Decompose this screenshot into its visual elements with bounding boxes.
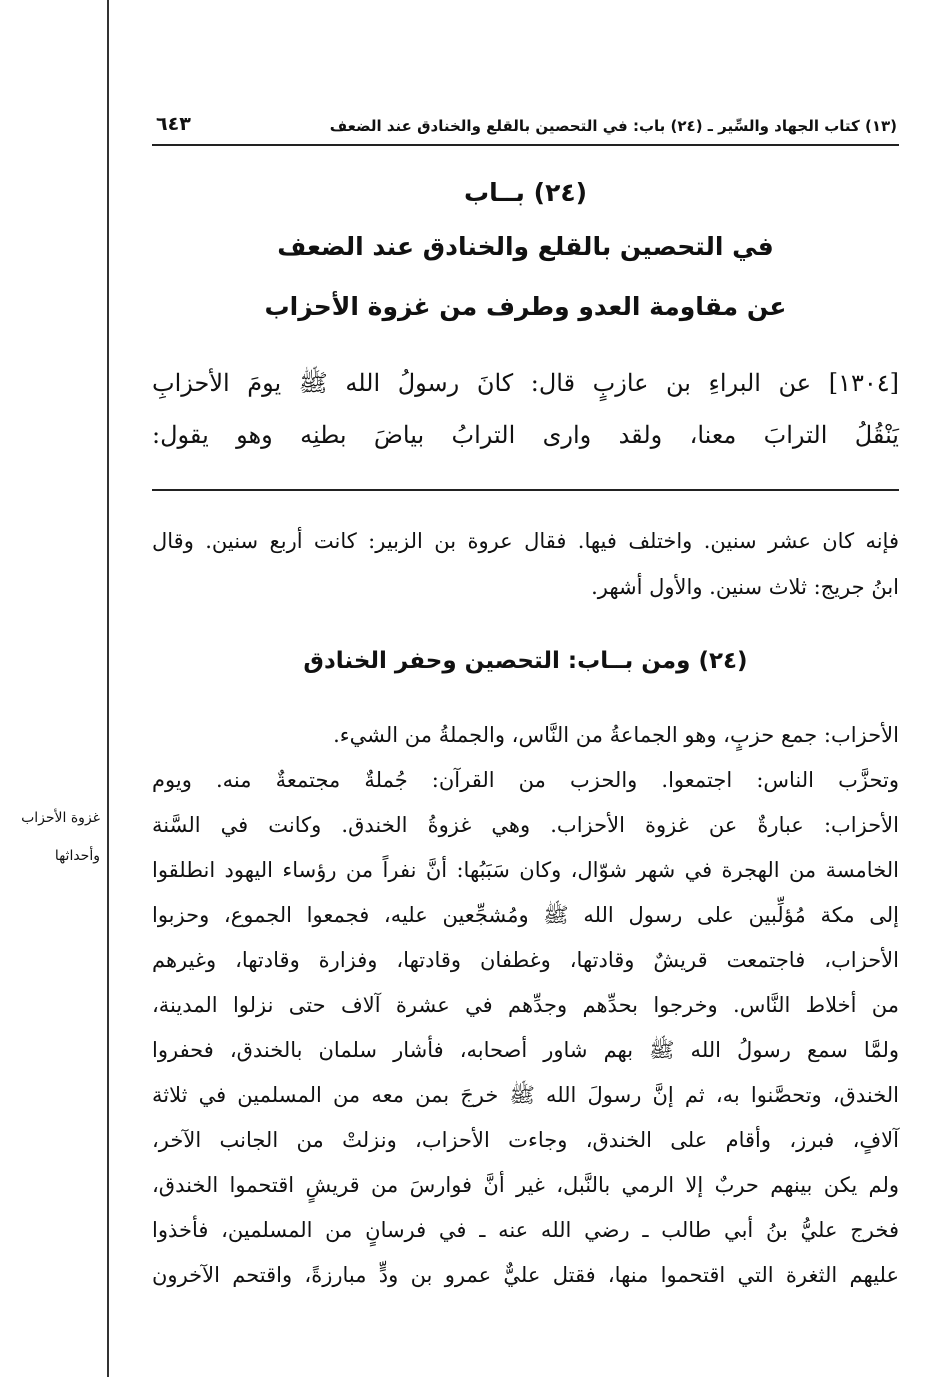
header-rule (152, 144, 899, 146)
commentary-line: من أخلاط النَّاس. وخرجوا بحدِّهم وجدِّهم في عشرة آلاف حتى نزلوا المدينة، (152, 993, 899, 1017)
commentary-line: ولم يكن بينهم حربٌ إلا الرمي بالنَّبل، غير أنَّ فوارسَ من قريشٍ اقتحموا الخندق، (152, 1173, 899, 1197)
commentary-line: عليهم الثغرة التي اقتحموا منها، فقتل عليٌّ عمرو بن ودٍّ مبارزةً، واقتحم الآخرون (152, 1263, 899, 1287)
commentary-line: فإنه كان عشر سنين. واختلف فيها. فقال عروة بن الزبير: كانت أربع سنين. وقال (152, 529, 899, 553)
commentary-line: آلافٍ، فبرز، وأقام على الخندق، وجاءت الأحزاب، ونزلتْ من الجانب الآخر، (152, 1128, 899, 1152)
section-heading: (٢٤) ومن بــاب: التحصين وحفر الخنادق (303, 648, 748, 674)
commentary-line: الخامسة من الهجرة في شهر شوّال، وكان سَبَبُها: أنَّ نفراً من رؤساء اليهود انطلقوا (152, 858, 899, 882)
hadith-text-line: يَنْقُلُ الترابَ معنا، ولقد وارى الترابُ بياضَ بطنِه وهو يقول: (152, 421, 899, 449)
margin-rule (107, 0, 109, 1377)
chapter-number-heading: (٢٤) بــاب (463, 178, 588, 207)
commentary-line: إلى مكة مُؤلِّبين على رسول الله ﷺ ومُشجِّعين عليه، فجمعوا الجموع، وحزبوا (152, 903, 899, 927)
running-title: (١٣) كتاب الجهاد والسِّير ـ (٢٤) باب: في التحصين بالقلع والخنادق عند الضعف (329, 117, 897, 135)
commentary-line: الخندق، وتحصَّنوا به، ثم إنَّ رسولَ الله ﷺ خرجَ بمن معه من المسلمين في ثلاثة (152, 1083, 899, 1107)
hadith-text-line: [١٣٠٤] عن البراءِ بن عازبٍ قال: كانَ رسولُ الله ﷺ يومَ الأحزابِ (152, 369, 899, 397)
chapter-title-line-2: عن مقاومة العدو وطرف من غزوة الأحزاب (264, 292, 787, 321)
chapter-title-line-1: في التحصين بالقلع والخنادق عند الضعف (277, 232, 774, 261)
commentary-line: وتحزَّب الناس: اجتمعوا. والحزب من القرآن: جُملةٌ مجتمعةٌ منه. ويوم (152, 768, 899, 792)
margin-note-line: وأحداثها (54, 848, 100, 864)
commentary-line: فخرج عليُّ بنُ أبي طالب ـ رضي الله عنه ـ في فرسانٍ من المسلمين، فأخذوا (152, 1218, 899, 1242)
page-number: ٦٤٣ (156, 113, 191, 135)
page-header (152, 113, 897, 145)
margin-note-line: غزوة الأحزاب (21, 810, 100, 826)
footnote-divider (152, 489, 899, 491)
commentary-line: الأحزاب: جمع حزبٍ، وهو الجماعةُ من النَّاس، والجملةُ من الشيء. (333, 723, 899, 747)
commentary-line: الأحزاب: عبارةٌ عن غزوة الأحزاب. وهي غزوةُ الخندق. وكانت في السَّنة (152, 813, 899, 837)
commentary-line: الأحزاب، فاجتمعت قريشٌ وقادتها، وغطفان وقادتها، وفزارة وقادتها، وغيرهم (152, 948, 899, 972)
commentary-line: ولمَّا سمع رسولُ الله ﷺ بهم شاور أصحابه، فأشار سلمان بالخندق، فحفروا (152, 1038, 899, 1062)
commentary-line: ابنُ جريج: ثلاث سنين. والأول أشهر. (591, 575, 899, 599)
